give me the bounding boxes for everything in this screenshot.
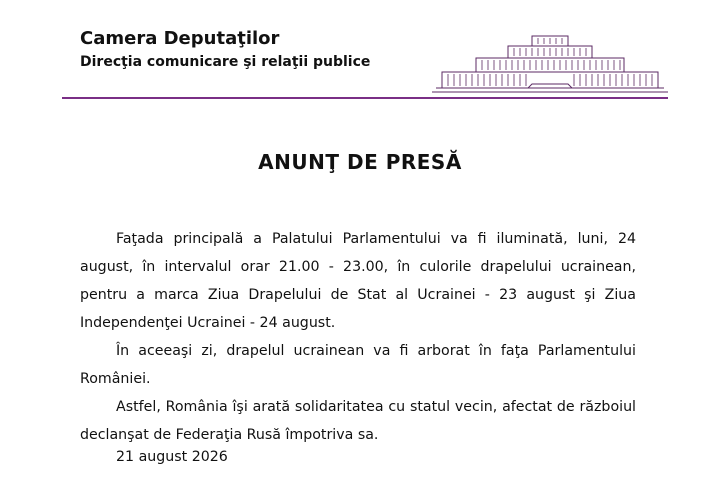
release-date: 21 august 2026 (116, 449, 228, 465)
letterhead (0, 0, 720, 104)
paragraph: Faţada principală a Palatului Parlamentului va fi iluminată, luni, 24 august, în intervalul orar 21.00 - 23.00, în culorile drapelului ucrainean, pentru a marca Ziua Drapelului de Stat al Ucrainei - 23 august şi Ziua Independenţei Ucrainei - 24 august. (80, 231, 636, 331)
paragraph: În aceeaşi zi, drapelul ucrainean va fi arborat în faţa Parlamentului României. (80, 343, 636, 387)
org-name: Camera Deputaţilor (80, 28, 280, 49)
press-release-body (80, 225, 636, 449)
header-divider (62, 97, 668, 99)
parliament-palace-icon (432, 28, 668, 96)
document-title: ANUNŢ DE PRESĂ (258, 150, 462, 174)
paragraph: Astfel, România îşi arată solidaritatea cu statul vecin, afectat de războiul declanşat de Federaţia Rusă împotriva sa. (80, 399, 636, 443)
department-name: Direcţia comunicare şi relaţii publice (80, 54, 371, 70)
